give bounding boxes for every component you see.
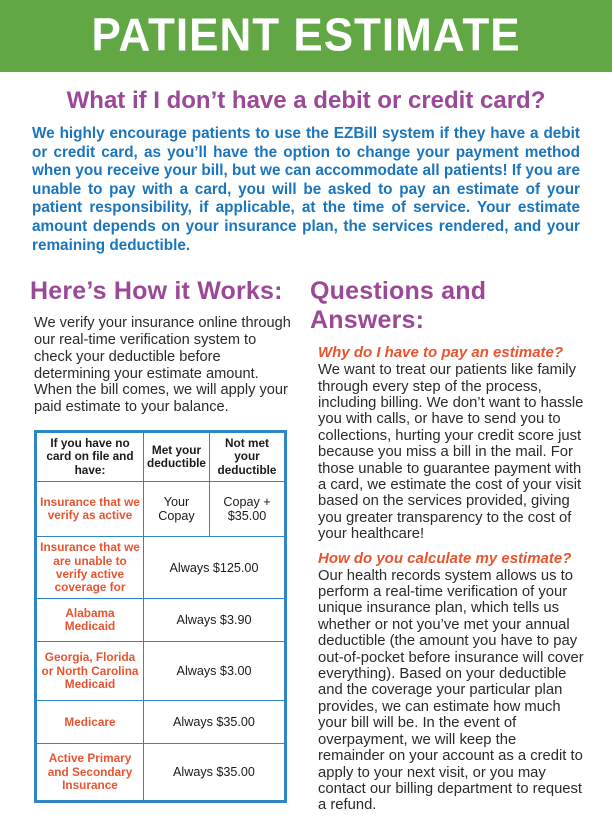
how-it-works-heading: Here’s How it Works: <box>30 277 283 306</box>
table-row <box>36 482 286 537</box>
table-row <box>36 701 286 744</box>
table-value-cell: Always $3.00 <box>144 642 286 701</box>
qa-question: Why do I have to pay an estimate? <box>318 344 564 362</box>
table-header-met: Met your deductible <box>144 431 210 482</box>
table-label-cell: Insurance that we are unable to verify active coverage for <box>36 537 144 599</box>
table-label-cell: Active Primary and Secondary Insurance <box>36 744 144 802</box>
table-value-cell: Copay + $35.00 <box>210 482 286 537</box>
table-row <box>36 642 286 701</box>
qa-question: How do you calculate my estimate? <box>318 549 572 567</box>
how-it-works-body: We verify your insurance online through our real-time verification system to check your deductible before determining your estimate amount. When the bill comes, we will apply your paid estimate to your balance. <box>34 315 291 416</box>
table-value-cell: Always $3.90 <box>144 599 286 642</box>
qa-answer: We want to treat our patients like family through every step of the process, including billing. We don’t want to hassle you with calls, or have to send you to collections, hurting your credit score just because you miss a bill in the mail. For those unable to guarantee payment with a card, we estimate the cost of your visit based on the services provided, giving you greater transparency to the cost of your healthcare! <box>318 362 584 543</box>
how-it-works-section <box>30 277 294 821</box>
table-label-cell: Alabama Medicaid <box>36 599 144 642</box>
qa-section <box>310 277 584 821</box>
page-title: PATIENT ESTIMATE <box>91 9 521 62</box>
table-row <box>36 744 286 802</box>
table-label-cell: Insurance that we verify as active <box>36 482 144 537</box>
table-value-cell: Always $125.00 <box>144 537 286 599</box>
content-columns <box>0 277 612 821</box>
table-row <box>36 537 286 599</box>
table-row <box>36 599 286 642</box>
table-header-condition: If you have no card on file and have: <box>36 431 144 482</box>
table-value-cell: Always $35.00 <box>144 744 286 802</box>
table-label-cell: Medicare <box>36 701 144 744</box>
qa-answer: Our health records system allows us to perform a real-time verification of your unique insurance plan, which tells us whether or not you’ve met your annual deductible (the amount you have to pay out-of-pocket before insurance will cover everything). Based on your deductible and the coverage your particular plan provides, we can estimate how much your bill will be. In the event of overpayment, we will keep the remainder on your account as a credit to apply to your next visit, or you may contact our billing department to request a refund. <box>318 567 584 814</box>
question-title: What if I don’t have a debit or credit card? <box>66 87 546 114</box>
table-header-not-met: Not met your deductible <box>210 431 286 482</box>
header-banner <box>0 0 612 72</box>
qa-heading: Questions and Answers: <box>310 277 487 335</box>
table-value-cell: Always $35.00 <box>144 701 286 744</box>
table-label-cell: Georgia, Florida or North Carolina Medicaid <box>36 642 144 701</box>
table-header-row <box>36 431 286 482</box>
estimate-table <box>34 430 287 803</box>
intro-paragraph: We highly encourage patients to use the EZBill system if they have a debit or credit card, as you’ll have the option to change your payment method when you receive your bill, but we can accommodate all patients! If you are unable to pay with a card, you will be asked to pay an estimate of your patient responsibility, if applicable, at the time of service. Your estimate amount depends on your insurance plan, the services rendered, and your remaining deductible. <box>32 125 580 254</box>
qa-list <box>310 344 584 814</box>
table-value-cell: Your Copay <box>144 482 210 537</box>
